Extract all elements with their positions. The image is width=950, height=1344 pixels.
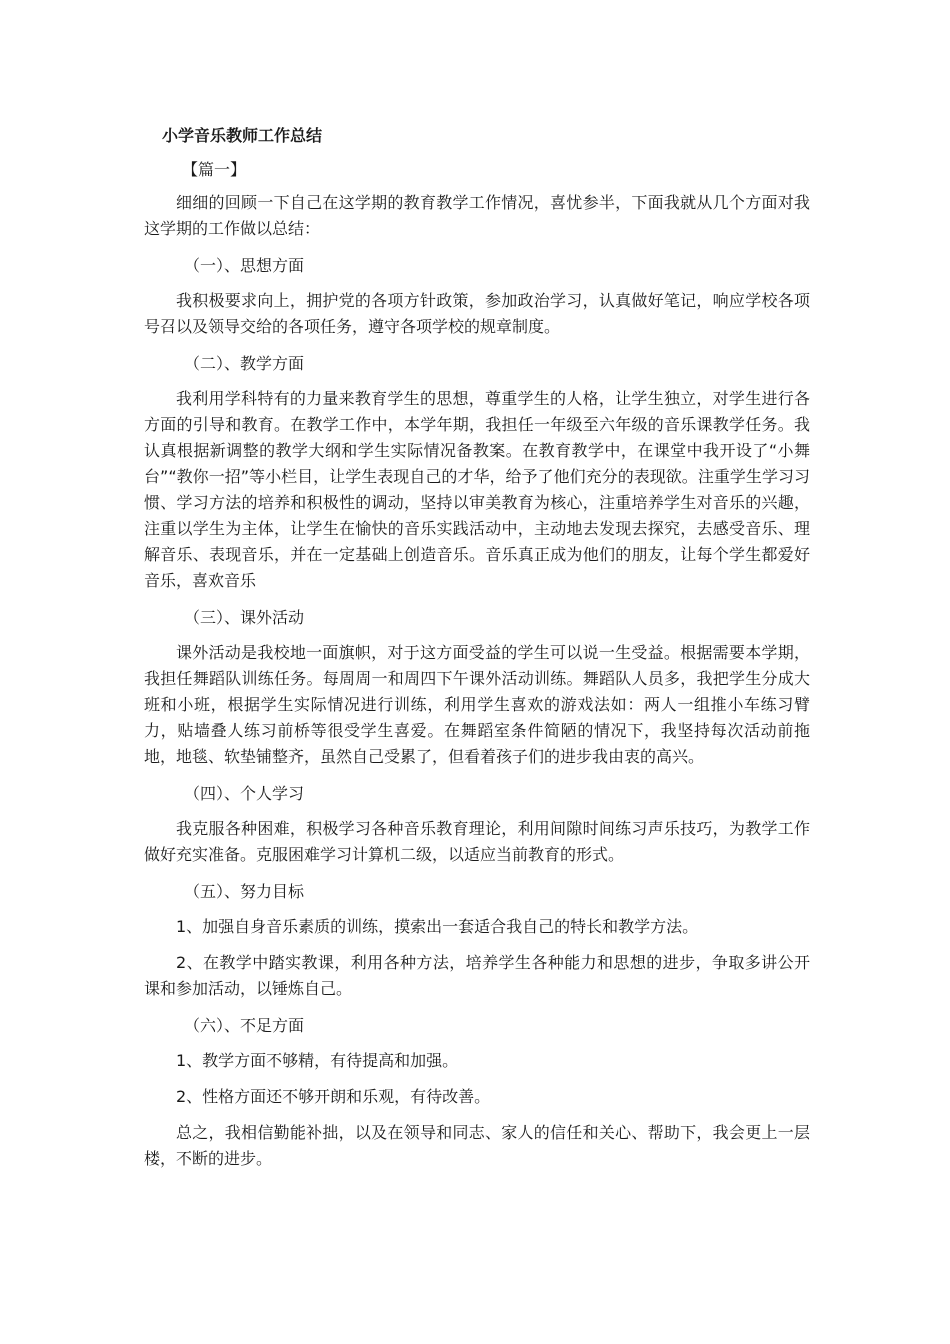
goal-item: 1、加强自身音乐素质的训练，摸索出一套适合我自己的特长和教学方法。 (176, 917, 699, 936)
section-heading-shortcomings: （六）、不足方面 (184, 1016, 305, 1035)
section-paragraph: 我积极要求向上，拥护党的各项方针政策，参加政治学习，认真做好笔记，响应学校各项号召以及领导交给的各项任务，遵守各项学校的规章制度。 (144, 291, 810, 336)
intro-paragraph: 细细的回顾一下自己在这学期的教育教学工作情况，喜忧参半，下面我就从几个方面对我这学期的工作做以总结： (144, 193, 810, 238)
section-paragraph: 我利用学科特有的力量来教育学生的思想，尊重学生的人格，让学生独立，对学生进行各方面的引导和教育。在教学工作中，本学年期，我担任一年级至六年级的音乐课教学任务。我认真根据新调整的教学大纲和学生实际情况备教案。在教育教学中，在课堂中我开设了“小舞台”“教你一招”等小栏目，让学生表现自己的才华，给予了他们充分的表现欲。注重学生学习习惯、学习方法的培养和积极性的调动，坚持以审美教育为核心，注重培养学生对音乐的兴趣，注重以学生为主体，让学生在愉快的音乐实践活动中，主动地去发现去探究，去感受音乐、理解音乐、表现音乐，并在一定基础上创造音乐。音乐真正成为他们的朋友，让每个学生都爱好音乐，喜欢音乐 (144, 389, 810, 590)
shortcoming-item: 2、性格方面还不够开朗和乐观，有待改善。 (176, 1087, 491, 1106)
conclusion-paragraph: 总之，我相信勤能补拙，以及在领导和同志、家人的信任和关心、帮助下，我会更上一层楼，不断的进步。 (144, 1123, 810, 1168)
shortcoming-item: 1、教学方面不够精，有待提高和加强。 (176, 1051, 459, 1070)
section-heading-ideology: （一）、思想方面 (184, 256, 305, 275)
document-body (144, 122, 810, 1182)
section-heading-personal-study: （四）、个人学习 (184, 784, 305, 803)
document-title: 小学音乐教师工作总结 (162, 126, 323, 145)
chapter-label: 【篇一】 (182, 160, 247, 179)
section-paragraph: 课外活动是我校地一面旗帜，对于这方面受益的学生可以说一生受益。根据需要本学期，我担任舞蹈队训练任务。每周周一和周四下午课外活动训练。舞蹈队人员多，我把学生分成大班和小班，根据学生实际情况进行训练，利用学生喜欢的游戏法如：两人一组推小车练习臂力，贴墙叠人练习前桥等很受学生喜爱。在舞蹈室条件简陋的情况下，我坚持每次活动前拖地，地毯、软垫铺整齐，虽然自己受累了，但看着孩子们的进步我由衷的高兴。 (144, 643, 810, 766)
goal-item: 2、在教学中踏实教课，利用各种方法，培养学生各种能力和思想的进步，争取多讲公开课和参加活动，以锤炼自己。 (144, 953, 810, 998)
section-paragraph: 我克服各种困难，积极学习各种音乐教育理论，利用间隙时间练习声乐技巧，为教学工作做好充实准备。克服困难学习计算机二级，以适应当前教育的形式。 (144, 819, 810, 864)
section-heading-goals: （五）、努力目标 (184, 882, 305, 901)
section-heading-extracurricular: （三）、课外活动 (184, 608, 305, 627)
section-heading-teaching: （二）、教学方面 (184, 354, 305, 373)
